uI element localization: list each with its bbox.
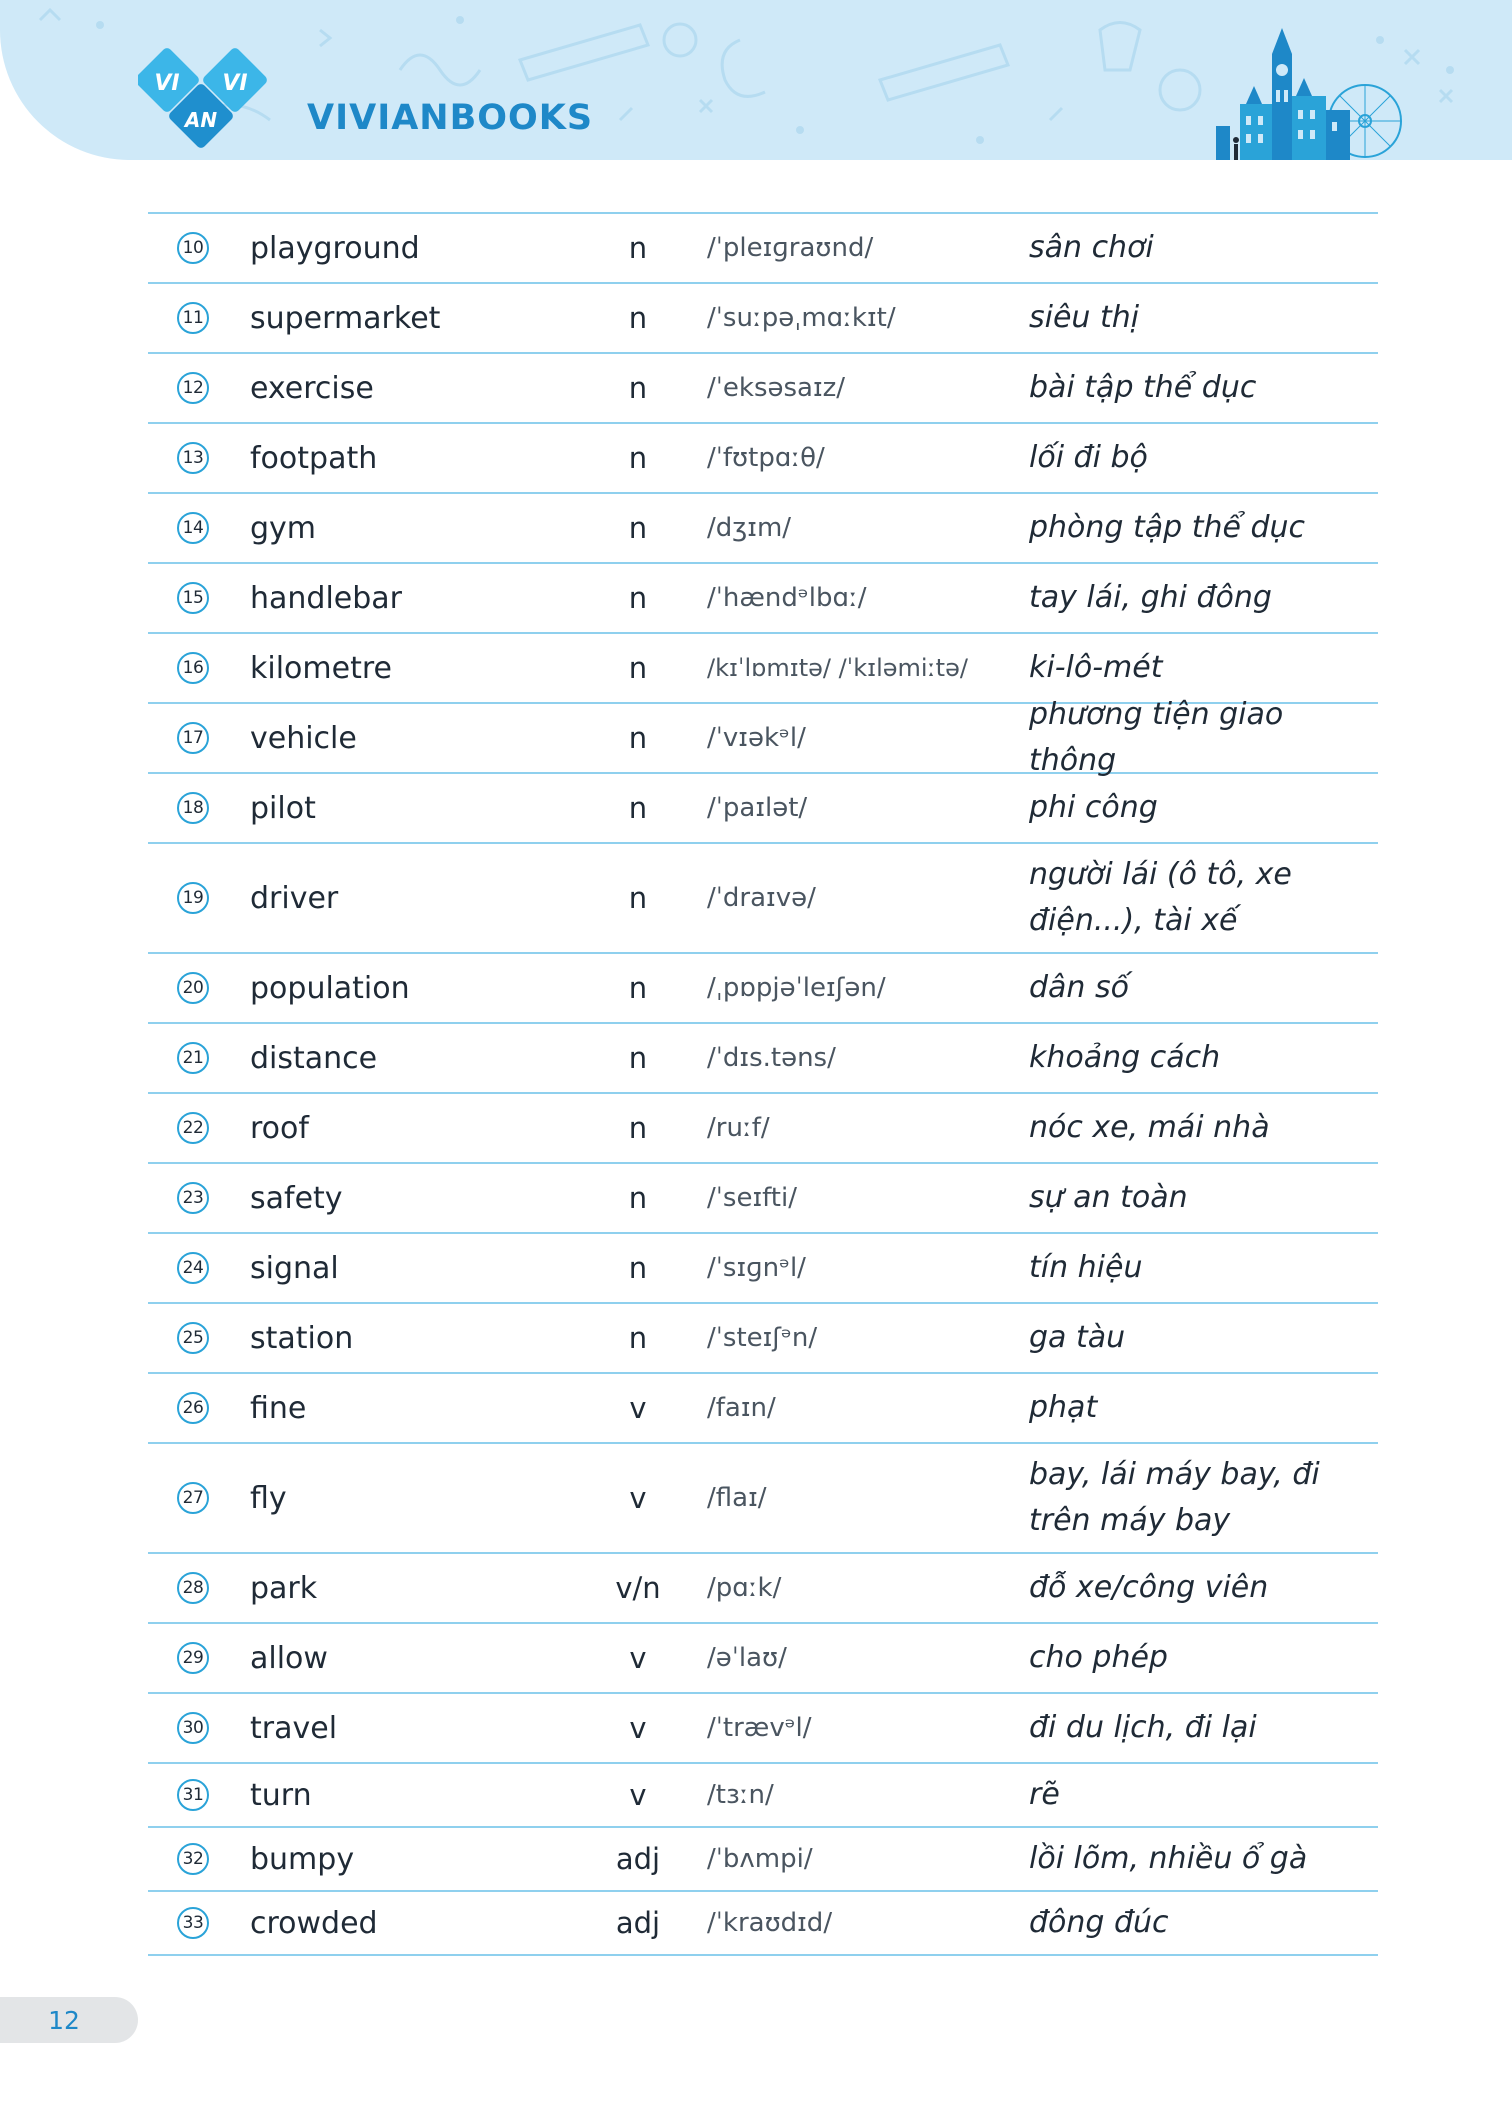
pronunciation: /ruːf/ [707, 1113, 770, 1143]
meaning: ki-lô-mét [1029, 650, 1163, 685]
row-number: 30 [177, 1712, 209, 1744]
part-of-speech: n [628, 231, 648, 265]
pronunciation: /ˈtrævᵊl/ [707, 1713, 812, 1743]
table-row [148, 1624, 1378, 1694]
part-of-speech: n [628, 1041, 648, 1075]
part-of-speech: adj [615, 1906, 661, 1940]
row-number: 21 [177, 1042, 209, 1074]
pronunciation: /ˌpɒpjəˈleɪʃən/ [707, 973, 886, 1003]
vocabulary-table [148, 212, 1378, 1956]
row-number: 31 [177, 1779, 209, 1811]
part-of-speech: n [628, 1181, 648, 1215]
meaning: sân chơi [1029, 230, 1154, 265]
meaning: phi công [1029, 790, 1158, 825]
row-number: 15 [177, 582, 209, 614]
vivian-logo [138, 48, 288, 158]
pronunciation: /dʒɪm/ [707, 513, 792, 543]
word: crowded [250, 1905, 378, 1941]
pronunciation: /ˈsteɪʃᵊn/ [707, 1323, 818, 1353]
table-row [148, 1554, 1378, 1624]
pronunciation: /kɪˈlɒmɪtə/ /ˈkɪləmiːtə/ [707, 654, 968, 682]
table-row [148, 1892, 1378, 1956]
word: pilot [250, 790, 316, 826]
meaning: siêu thị [1029, 300, 1140, 335]
table-row [148, 1094, 1378, 1164]
table-row [148, 697, 1378, 778]
meaning: ga tàu [1029, 1320, 1126, 1355]
part-of-speech: n [628, 371, 648, 405]
part-of-speech: n [628, 791, 648, 825]
word: driver [250, 880, 339, 916]
word: allow [250, 1640, 328, 1676]
meaning: nóc xe, mái nhà [1029, 1110, 1270, 1145]
meaning: bài tập thể dục [1029, 370, 1257, 405]
part-of-speech: n [628, 1251, 648, 1285]
part-of-speech: v [629, 1391, 647, 1425]
row-number: 11 [177, 302, 209, 334]
word: supermarket [250, 300, 441, 336]
word: footpath [250, 440, 378, 476]
part-of-speech: adj [615, 1842, 661, 1876]
pronunciation: /əˈlaʊ/ [707, 1643, 787, 1673]
meaning: sự an toàn [1029, 1180, 1188, 1215]
row-number: 10 [177, 232, 209, 264]
table-row [148, 1764, 1378, 1828]
table-row [148, 1444, 1378, 1554]
table-row [148, 844, 1378, 954]
word: kilometre [250, 650, 392, 686]
word: gym [250, 510, 317, 546]
table-row [148, 354, 1378, 424]
pronunciation: /ˈkraʊdɪd/ [707, 1908, 833, 1938]
pronunciation: /ˈbʌmpi/ [707, 1844, 813, 1874]
meaning: cho phép [1029, 1640, 1168, 1675]
word: distance [250, 1040, 378, 1076]
table-row [148, 1374, 1378, 1444]
pronunciation: /ˈpleɪɡraʊnd/ [707, 233, 874, 263]
page-header [0, 0, 1512, 160]
row-number: 33 [177, 1907, 209, 1939]
row-number: 27 [177, 1482, 209, 1514]
pronunciation: /ˈdraɪvə/ [707, 883, 816, 913]
part-of-speech: v/n [615, 1571, 661, 1605]
row-number: 29 [177, 1642, 209, 1674]
meaning: đi du lịch, đi lại [1029, 1710, 1257, 1745]
word: safety [250, 1180, 343, 1216]
pronunciation: /ˈhændᵊlbɑː/ [707, 583, 867, 613]
row-number: 20 [177, 972, 209, 1004]
pronunciation: /pɑːk/ [707, 1573, 782, 1603]
word: fine [250, 1390, 307, 1426]
table-row [148, 424, 1378, 494]
table-row [148, 1304, 1378, 1374]
table-row [148, 1164, 1378, 1234]
word: roof [250, 1110, 309, 1146]
part-of-speech: n [628, 511, 648, 545]
meaning: khoảng cách [1029, 1040, 1221, 1075]
row-number: 14 [177, 512, 209, 544]
part-of-speech: v [629, 1711, 647, 1745]
meaning: dân số [1029, 970, 1129, 1005]
table-row [148, 954, 1378, 1024]
row-number: 23 [177, 1182, 209, 1214]
table-row [148, 284, 1378, 354]
row-number: 25 [177, 1322, 209, 1354]
part-of-speech: n [628, 301, 648, 335]
word: bumpy [250, 1841, 355, 1877]
word: exercise [250, 370, 374, 406]
word: travel [250, 1710, 338, 1746]
pronunciation: /ˈdɪs.təns/ [707, 1043, 836, 1073]
pronunciation: /ˈvɪəkᵊl/ [707, 723, 806, 753]
word: playground [250, 230, 420, 266]
meaning: tay lái, ghi đông [1029, 580, 1272, 615]
meaning: rẽ [1029, 1777, 1060, 1812]
logo-letters-bottom: AN [184, 108, 218, 132]
pronunciation: /ˈsɪɡnᵊl/ [707, 1253, 806, 1283]
word: station [250, 1320, 354, 1356]
part-of-speech: n [628, 971, 648, 1005]
meaning: lồi lõm, nhiều ổ gà [1029, 1841, 1308, 1876]
part-of-speech: n [628, 721, 648, 755]
table-row [148, 494, 1378, 564]
word: turn [250, 1777, 312, 1813]
pronunciation: /ˈeksəsaɪz/ [707, 373, 846, 403]
pronunciation: /faɪn/ [707, 1393, 776, 1423]
meaning: đông đúc [1029, 1905, 1169, 1940]
pronunciation: /tɜːn/ [707, 1780, 774, 1810]
meaning: phương tiện giao thông [1029, 697, 1284, 778]
table-row [148, 214, 1378, 284]
table-row [148, 1828, 1378, 1892]
row-number: 32 [177, 1843, 209, 1875]
page-number: 12 [48, 2005, 80, 2035]
part-of-speech: n [628, 441, 648, 475]
pronunciation: /flaɪ/ [707, 1483, 767, 1513]
pronunciation: /ˈpaɪlət/ [707, 793, 808, 823]
meaning: đỗ xe/công viên [1029, 1570, 1269, 1605]
pronunciation: /ˈsuːpəˌmɑːkɪt/ [707, 303, 896, 333]
word: fly [250, 1480, 287, 1516]
row-number: 12 [177, 372, 209, 404]
row-number: 22 [177, 1112, 209, 1144]
word: park [250, 1570, 318, 1606]
pronunciation: /ˈseɪfti/ [707, 1183, 797, 1213]
logo-letters-left: VI [154, 71, 180, 96]
row-number: 18 [177, 792, 209, 824]
meaning: phạt [1029, 1390, 1098, 1425]
row-number: 16 [177, 652, 209, 684]
meaning: lối đi bộ [1029, 440, 1148, 475]
word: signal [250, 1250, 339, 1286]
row-number: 26 [177, 1392, 209, 1424]
part-of-speech: n [628, 581, 648, 615]
part-of-speech: n [628, 1321, 648, 1355]
part-of-speech: n [628, 1111, 648, 1145]
logo-letters-right: VI [222, 71, 248, 96]
meaning: phòng tập thể dục [1029, 510, 1306, 545]
part-of-speech: v [629, 1641, 647, 1675]
word: population [250, 970, 410, 1006]
london-skyline-icon [1210, 26, 1410, 160]
table-row [148, 1024, 1378, 1094]
row-number: 13 [177, 442, 209, 474]
table-row [148, 1234, 1378, 1304]
meaning: tín hiệu [1029, 1250, 1143, 1285]
table-row [148, 564, 1378, 634]
row-number: 28 [177, 1572, 209, 1604]
brand-name: VIVIANBOOKS [307, 98, 594, 138]
part-of-speech: n [628, 651, 648, 685]
part-of-speech: v [629, 1778, 647, 1812]
row-number: 17 [177, 722, 209, 754]
row-number: 19 [177, 882, 209, 914]
meaning: bay, lái máy bay, đi trên máy bay [1029, 1457, 1320, 1538]
pronunciation: /ˈfʊtpɑːθ/ [707, 443, 825, 473]
word: vehicle [250, 720, 357, 756]
table-row [148, 1694, 1378, 1764]
table-row [148, 774, 1378, 844]
row-number: 24 [177, 1252, 209, 1284]
part-of-speech: n [628, 881, 648, 915]
meaning: người lái (ô tô, xe điện...), tài xế [1029, 857, 1292, 938]
page-number-tab [0, 1997, 138, 2043]
word: handlebar [250, 580, 403, 616]
part-of-speech: v [629, 1481, 647, 1515]
